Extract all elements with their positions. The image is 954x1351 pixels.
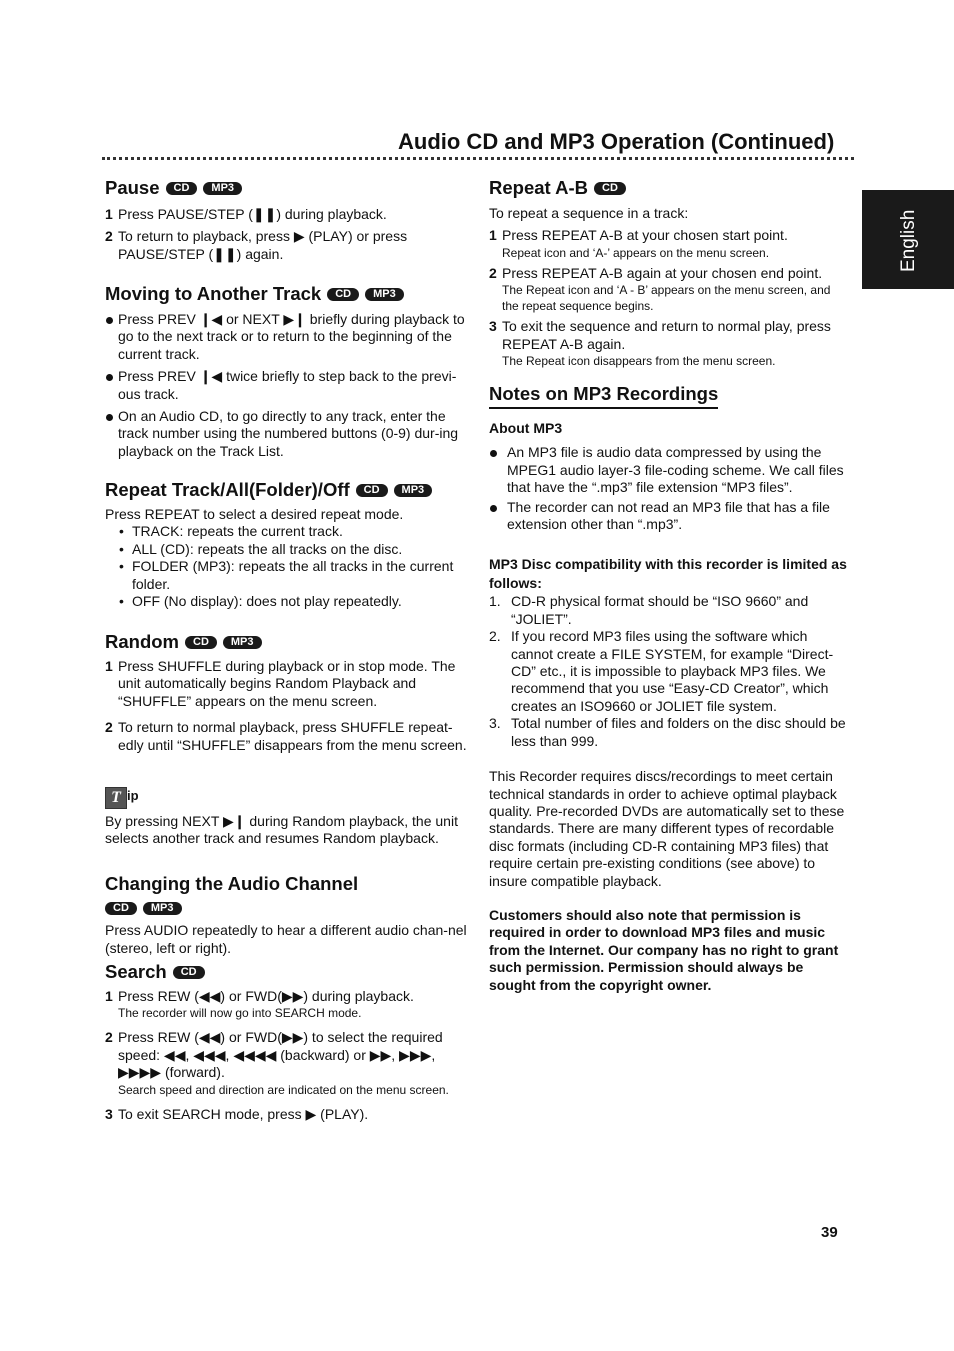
random-step: 2 To return to normal playback, press SHUFFLE repeat-edly until “SHUFFLE” disappears from the menu screen. bbox=[105, 719, 467, 753]
audio-channel-section bbox=[105, 872, 470, 957]
pause-heading: Pause CD MP3 bbox=[105, 176, 470, 200]
pause-step: 1 Press PAUSE/STEP (❚❚) during playback. bbox=[105, 206, 387, 222]
random-section bbox=[105, 630, 470, 754]
mp3-badge: MP3 bbox=[203, 182, 242, 195]
cd-badge: CD bbox=[166, 182, 198, 195]
tip-icon: T bbox=[105, 787, 127, 809]
cd-badge: CD bbox=[185, 636, 217, 649]
repeat-ab-note: The Repeat icon and ‘A - B’ appears on the menu screen, and the repeat sequence begins. bbox=[502, 283, 831, 314]
page-title: Audio CD and MP3 Operation (Continued) bbox=[398, 129, 835, 154]
repeat-ab-step: 1 Press REPEAT A-B at your chosen start point. Repeat icon and ‘A-’ appears on the menu screen. bbox=[489, 227, 849, 260]
tip-heading: T ip bbox=[105, 787, 470, 809]
moving-bullet: Press PREV ❙◀ twice briefly to step back to the previ-ous track. bbox=[105, 368, 470, 403]
repeat-ab-note: The Repeat icon disappears from the menu screen. bbox=[502, 354, 776, 369]
page-number: 39 bbox=[821, 1224, 838, 1241]
search-step: 1 Press REW (◀◀) or FWD(▶▶) during playback. The recorder will now go into SEARCH mode. bbox=[105, 988, 470, 1021]
cd-badge: CD bbox=[356, 484, 388, 497]
compat-heading: MP3 Disc compatibility with this recorder is limited as follows: bbox=[489, 556, 847, 592]
repeat-mode-item: • TRACK: repeats the current track. bbox=[105, 523, 470, 540]
pause-step: 2 To return to playback, press ▶ (PLAY) or press PAUSE/STEP (❚❚) again. bbox=[105, 228, 408, 262]
pause-section bbox=[105, 176, 470, 263]
search-step-note: The recorder will now go into SEARCH mode. bbox=[118, 1006, 362, 1021]
repeat-ab-note: Repeat icon and ‘A-’ appears on the menu screen. bbox=[502, 245, 770, 260]
repeat-ab-intro: To repeat a sequence in a track: bbox=[489, 205, 689, 221]
repeat-mode-item: • ALL (CD): repeats the all tracks on the disc. bbox=[105, 541, 470, 558]
language-tab bbox=[862, 190, 954, 289]
compat-item: 2. If you record MP3 files using the software which cannot create a FILE SYSTEM, for example “Direct-CD” etc., it is impossible to playback MP3 files. We recommend that you use “Easy-CD Creator”, which creates an ISO9660 or JOLIET file system. bbox=[489, 628, 834, 714]
search-step: 3 To exit SEARCH mode, press ▶ (PLAY). bbox=[105, 1105, 369, 1122]
cd-badge: CD bbox=[327, 288, 359, 301]
repeat-mode-item: • FOLDER (MP3): repeats the all tracks in the current folder. bbox=[105, 558, 470, 593]
repeat-ab-step: 2 Press REPEAT A-B again at your chosen end point. The Repeat icon and ‘A - B’ appears on the menu screen, and the repeat sequence begins. bbox=[489, 265, 849, 314]
moving-heading: Moving to Another Track CD MP3 bbox=[105, 282, 470, 306]
search-section bbox=[105, 960, 470, 1123]
repeat-intro: Press REPEAT to select a desired repeat mode. bbox=[105, 506, 404, 522]
audio-channel-badges bbox=[105, 901, 470, 918]
repeat-ab-step: 3 To exit the sequence and return to normal play, press REPEAT A-B again. The Repeat icon disappears from the menu screen. bbox=[489, 318, 849, 369]
mp3-notes-section bbox=[489, 382, 849, 994]
title-divider bbox=[102, 157, 854, 160]
cd-badge: CD bbox=[173, 966, 205, 979]
audio-channel-text: Press AUDIO repeatedly to hear a different audio chan-nel (stereo, left or right). bbox=[105, 922, 467, 956]
search-step-note: Search speed and direction are indicated on the menu screen. bbox=[118, 1082, 449, 1097]
mp3-badge: MP3 bbox=[143, 902, 182, 915]
mp3-badge: MP3 bbox=[365, 288, 404, 301]
tip-section bbox=[105, 787, 470, 848]
moving-bullet: Press PREV ❙◀ or NEXT ▶❙ briefly during playback to go to the next track or to return to the beginning of the current track. bbox=[105, 311, 470, 363]
compat-item: 1. CD-R physical format should be “ISO 9660” and “JOLIET”. bbox=[489, 593, 809, 627]
about-mp3-heading: About MP3 bbox=[489, 420, 563, 436]
about-mp3-bullet: An MP3 file is audio data compressed by using the MPEG1 audio layer-3 file-coding scheme. We call files that have the “.mp3” file extension “MP3 files”. bbox=[489, 444, 849, 496]
moving-section bbox=[105, 282, 470, 460]
language-tab-label: English bbox=[898, 209, 919, 272]
mp3-badge: MP3 bbox=[394, 484, 433, 497]
random-step: 1 Press SHUFFLE during playback or in stop mode. The unit automatically begins Random Playback and “SHUFFLE” appears on the menu screen. bbox=[105, 658, 456, 709]
compat-item: 3. Total number of files and folders on the disc should be less than 999. bbox=[489, 715, 846, 749]
mp3-notes-heading: Notes on MP3 Recordings bbox=[489, 382, 849, 409]
moving-bullet: On an Audio CD, to go directly to any track, enter the track number using the numbered buttons (0-9) dur-ing playback on the Track List. bbox=[105, 408, 470, 460]
standards-text: This Recorder requires discs/recordings to meet certain technical standards in order to achieve optimal playback quality. Pre-recorded DVDs are automatically set to these standards. There are many different types of recordable disc formats (including CD-R containing MP3 files) that require certain pre-existing conditions (see above) to insure compatible playback. bbox=[489, 768, 845, 889]
search-step: 2 Press REW (◀◀) or FWD(▶▶) to select the required speed: ◀◀, ◀◀◀, ◀◀◀◀ (backward) or ▶▶, ▶▶▶, ▶▶▶▶ (forward). Search speed and direction are indicated on the menu screen. bbox=[105, 1029, 470, 1097]
repeat-ab-section bbox=[489, 176, 849, 369]
search-heading: Search CD bbox=[105, 960, 470, 984]
cd-badge: CD bbox=[105, 902, 137, 915]
about-mp3-bullet: The recorder can not read an MP3 file that has a file extension other than “.mp3”. bbox=[489, 499, 849, 534]
audio-channel-heading: Changing the Audio Channel bbox=[105, 873, 359, 894]
repeat-section bbox=[105, 478, 470, 610]
tip-text: By pressing NEXT ▶❙ during Random playback, the unit selects another track and resumes Random playback. bbox=[105, 813, 458, 847]
repeat-heading: Repeat Track/All(Folder)/Off CD MP3 bbox=[105, 478, 470, 502]
repeat-ab-heading: Repeat A-B CD bbox=[489, 176, 849, 200]
permission-text: Customers should also note that permission is required in order to download MP3 files and music from the Internet. Our company has no right to grant such permission. Permission should always be sought from the copyright owner. bbox=[489, 906, 839, 993]
mp3-badge: MP3 bbox=[223, 636, 262, 649]
random-heading: Random CD MP3 bbox=[105, 630, 470, 654]
cd-badge: CD bbox=[594, 182, 626, 195]
repeat-mode-item: • OFF (No display): does not play repeatedly. bbox=[105, 593, 470, 610]
